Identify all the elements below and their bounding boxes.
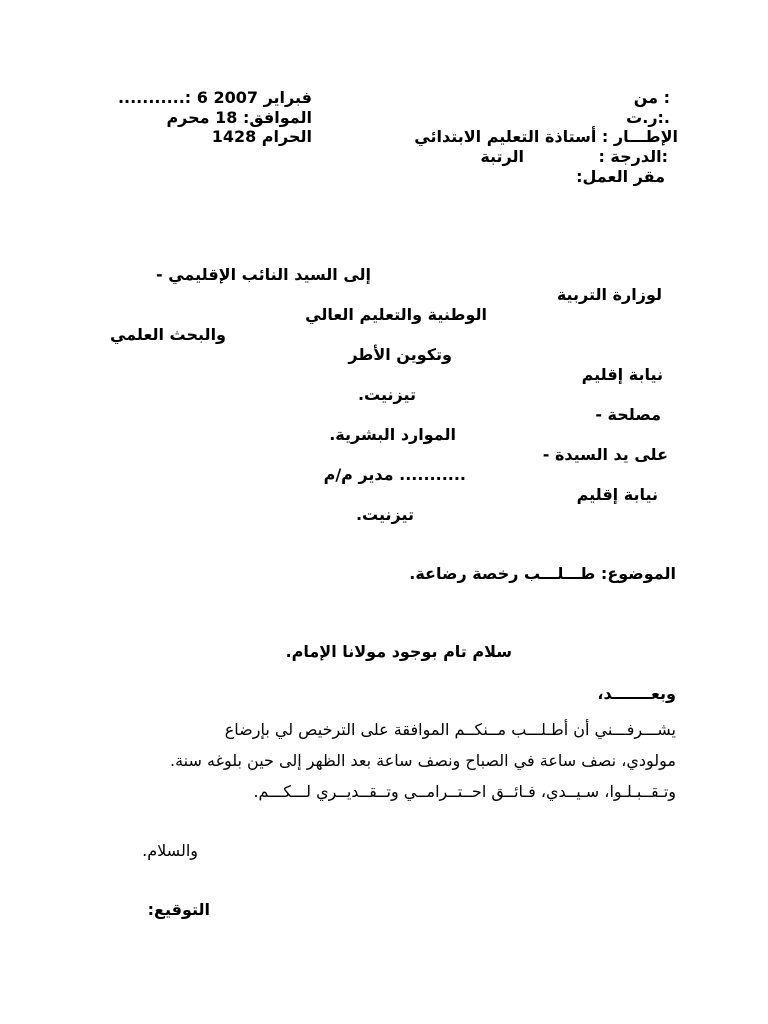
hijri-date-line: الموافق: 18 محرم <box>166 108 312 127</box>
ministry-line-4: وتكوين الأطر <box>348 345 452 364</box>
frame-field: الإطـــار : أستاذة التعليم الابتدائي <box>414 127 678 146</box>
office-line-2: نيابة إقليم <box>576 485 658 504</box>
from-field: : من <box>633 88 670 107</box>
service-line: مصلحة - <box>595 405 661 424</box>
greeting-line: سلام تام بوجود مولانا الإمام. <box>285 642 512 661</box>
id-field: .:ر.ت <box>626 108 670 127</box>
and-after-line: وبعـــــــد، <box>597 684 676 703</box>
hijri-date-line-2: الحرام 1428 <box>211 127 312 146</box>
rank-field: الرتبة <box>480 147 524 166</box>
via-line: على يد السيدة - <box>542 445 668 464</box>
director-line: ........... مدير م/م <box>323 465 466 484</box>
grade-field: :الدرجة : <box>598 147 668 166</box>
ministry-line-2: الوطنية والتعليم العالي <box>305 305 487 324</box>
ministry-line-1: لوزارة التربية <box>556 285 662 304</box>
recipient-to: إلى السيد النائب الإقليمي - <box>156 265 371 284</box>
city-line-2: تيزنيت. <box>355 505 414 524</box>
body-line-3: وتـقــبـلـوا، سـيــدي، فـائــق احــتــرامــي وتــقــديــري لـــكـــم. <box>253 782 676 801</box>
signature-line: التوقيع: <box>147 900 210 919</box>
office-line-1: نيابة إقليم <box>581 365 663 384</box>
city-line-1: تيزنيت. <box>357 385 416 404</box>
body-line-1: يشـــرفـــني أن أطـلـــب مــنكــم الموافقة على الترخيص لي بإرضاع <box>224 720 676 739</box>
date-line: فبراير 2007 6 :........... <box>117 88 312 107</box>
ministry-line-3: والبحث العلمي <box>110 325 226 344</box>
workplace-field: مقر العمل: <box>576 167 665 186</box>
body-line-2: مولودي، نصف ساعة في الصباح ونصف ساعة بعد الظهر إلى حين بلوغه سنة. <box>170 751 676 770</box>
subject-line: الموضوع: طـــلـــب رخصة رضاعة. <box>409 564 676 583</box>
hr-line: الموارد البشرية. <box>329 425 456 444</box>
closing-line: والسلام. <box>142 841 198 860</box>
